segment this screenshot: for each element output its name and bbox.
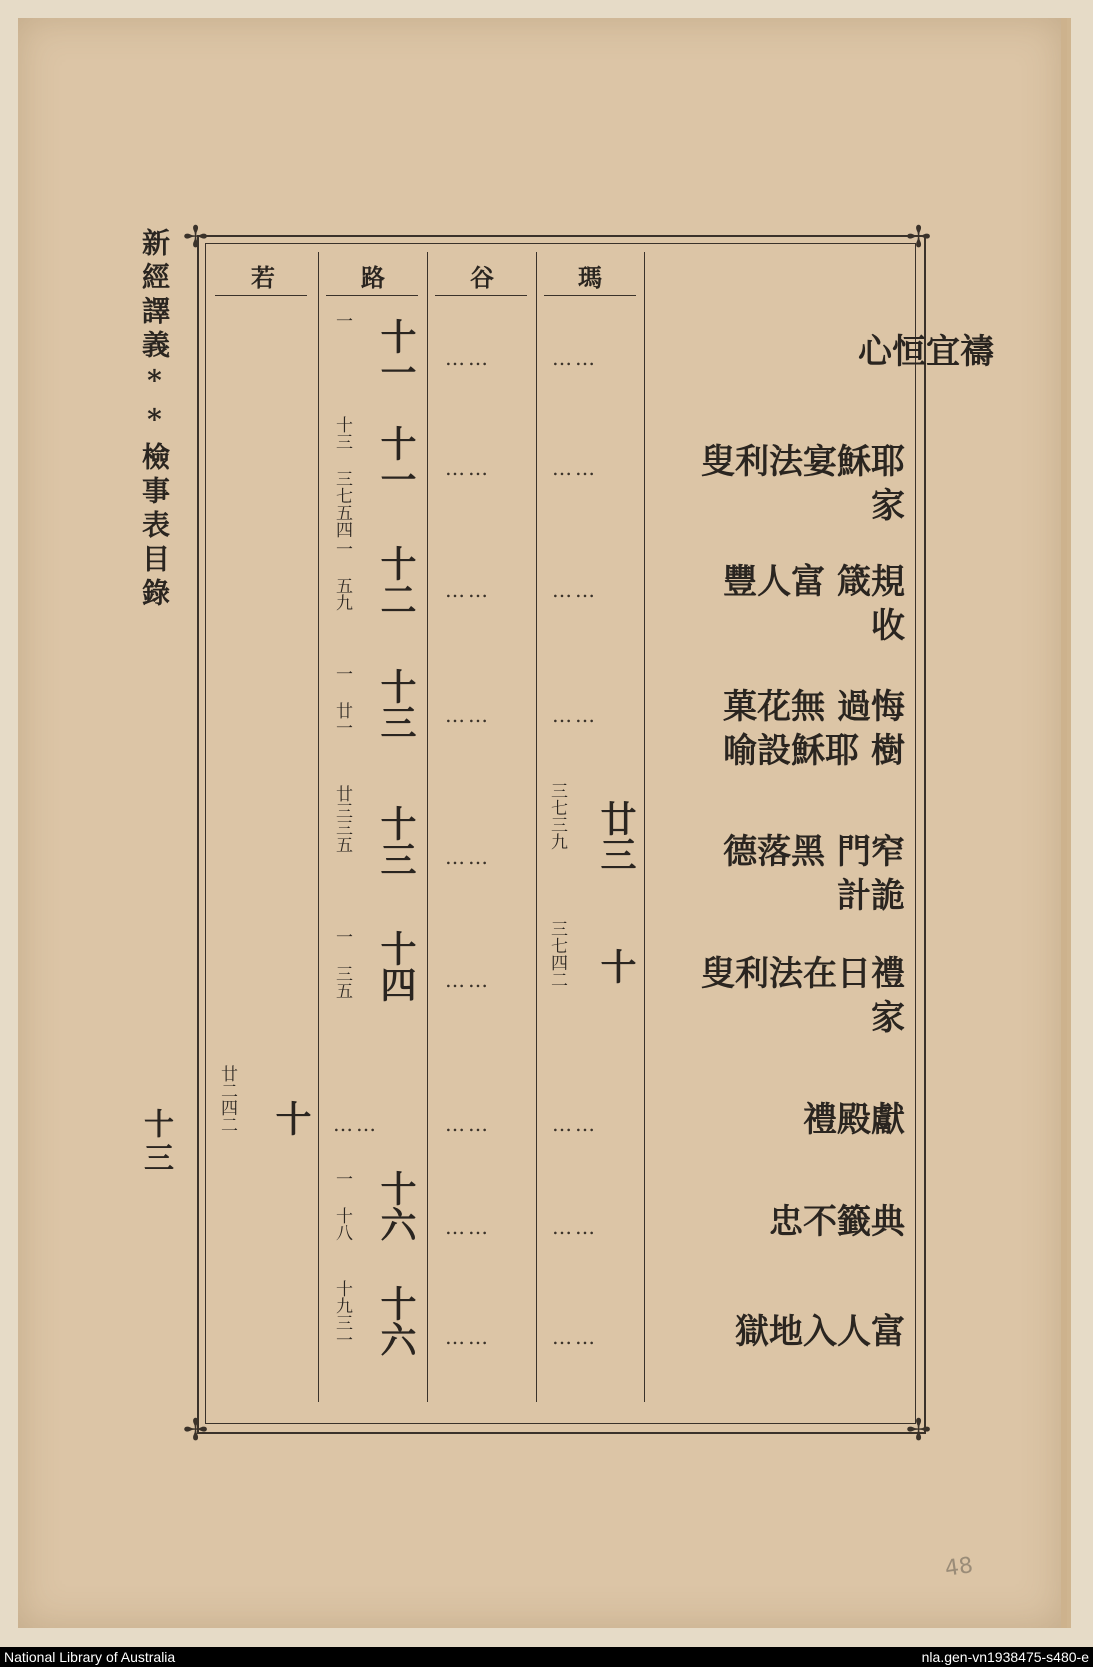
leader-dots: …… <box>552 346 598 370</box>
column-divider <box>536 252 537 1402</box>
header-gu: 谷 <box>470 263 494 292</box>
entry-title: 獻殿禮 <box>803 1100 905 1140</box>
header-rule <box>544 295 636 296</box>
header-rule <box>326 295 418 296</box>
lu-chapter: 十六 <box>375 1285 417 1357</box>
leader-dots: …… <box>445 346 491 370</box>
leader-dots: …… <box>445 456 491 480</box>
leader-dots: …… <box>445 578 491 602</box>
column-divider <box>644 252 645 1402</box>
leader-dots: …… <box>445 1215 491 1239</box>
lu-chapter: 十二 <box>375 545 417 617</box>
entry-title: 富人入地獄 <box>735 1312 905 1352</box>
leader-dots: …… <box>552 578 598 602</box>
lu-verse: 一 十八 <box>332 1170 352 1241</box>
leader-dots: …… <box>445 1112 491 1136</box>
leader-dots: …… <box>445 703 491 727</box>
entry-title: 耶穌宴法利叟 家 <box>701 442 905 526</box>
ruo-chapter: 十 <box>270 1100 312 1136</box>
entry-title: 禱宜恒心 <box>858 332 994 372</box>
handwritten-note: 48 <box>943 1553 975 1582</box>
leader-dots: …… <box>552 456 598 480</box>
leader-dots: …… <box>445 1325 491 1349</box>
leader-dots: …… <box>333 1112 379 1136</box>
header-ruo: 若 <box>251 263 275 292</box>
entry-title: 悔過 無花菓 樹 耶穌設喻 <box>723 687 905 771</box>
header-lu: 路 <box>361 263 385 292</box>
page-edge <box>1061 18 1067 1628</box>
lu-chapter: 十三 <box>375 668 417 740</box>
leader-dots: …… <box>552 1215 598 1239</box>
leader-dots: …… <box>552 703 598 727</box>
entry-title: 窄門 黑落德 詭計 <box>723 832 905 916</box>
side-title: 新經譯義**檢事表目錄 <box>138 228 171 612</box>
lu-chapter: 十一 <box>375 318 417 390</box>
column-divider <box>427 252 428 1402</box>
leader-dots: …… <box>445 968 491 992</box>
footer-credit: National Library of Australia <box>4 1649 176 1665</box>
entry-title: 禮日在法利叟 家 <box>701 954 905 1038</box>
lu-chapter: 十一 <box>375 425 417 497</box>
lu-verse: 一 <box>332 312 352 329</box>
footer-id: nla.gen-vn1938475-s480-e <box>921 1649 1089 1665</box>
lu-verse: 一 三五 <box>332 928 352 999</box>
corner-ornament-icon: ✢ <box>183 220 209 255</box>
lu-verse: 廿三三五 <box>332 785 352 853</box>
ma-chapter: 十 <box>595 948 637 984</box>
corner-ornament-icon: ✢ <box>183 1413 209 1448</box>
header-rule <box>435 295 527 296</box>
leader-dots: …… <box>552 1112 598 1136</box>
corner-ornament-icon: ✢ <box>906 220 932 255</box>
footer-bar <box>0 1647 1093 1667</box>
entry-title: 典籤不忠 <box>769 1202 905 1242</box>
corner-ornament-icon: ✢ <box>906 1413 932 1448</box>
column-divider <box>318 252 319 1402</box>
ruo-verse: 廿二四二 <box>217 1065 237 1133</box>
leader-dots: …… <box>552 1325 598 1349</box>
lu-verse: 一 廿一 <box>332 665 352 736</box>
page-number: 十三 <box>138 1108 173 1176</box>
lu-chapter: 十四 <box>375 930 417 1002</box>
lu-verse: 十九三一 <box>332 1280 352 1348</box>
leader-dots: …… <box>445 845 491 869</box>
lu-chapter: 十三 <box>375 805 417 877</box>
ma-verse: 三七三九 <box>547 782 567 850</box>
lu-verse: 十三 三七五四 <box>332 416 352 538</box>
header-ma: 瑪 <box>578 263 602 292</box>
header-rule <box>215 295 307 296</box>
lu-verse: 一 五九 <box>332 540 352 611</box>
entry-title: 規箴 富人豐 收 <box>723 562 905 646</box>
lu-chapter: 十六 <box>375 1170 417 1242</box>
ma-chapter: 廿三 <box>595 800 637 872</box>
ma-verse: 三七四二 <box>547 920 567 988</box>
